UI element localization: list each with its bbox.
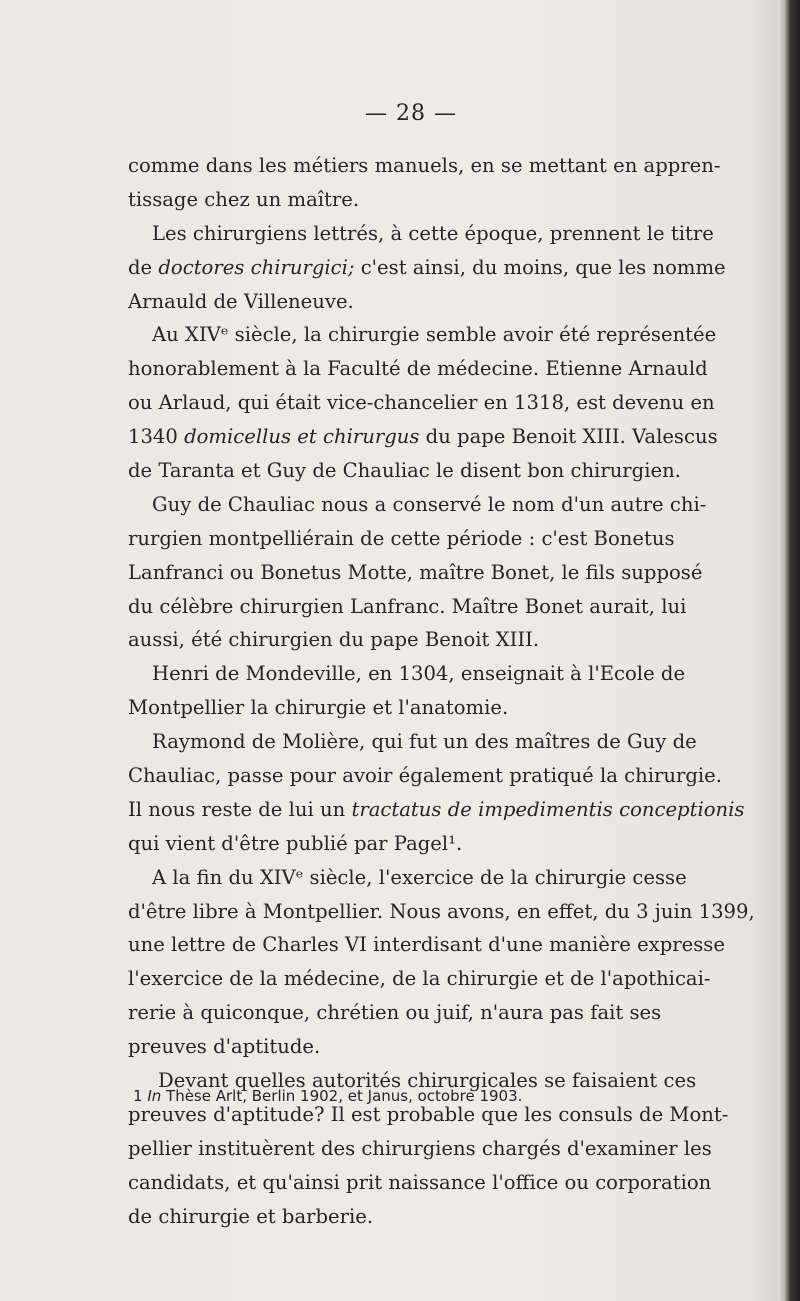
text-line: Raymond de Molière, qui fut un des maîtres de Guy de: [152, 730, 697, 754]
text-line: Chauliac, passe pour avoir également pratiqué la chirurgie.: [128, 764, 722, 788]
text-line: [128, 251, 778, 285]
text-span: Il nous reste de lui un: [128, 797, 352, 821]
text-line: une lettre de Charles VI interdisant d'une manière expresse: [128, 933, 725, 957]
italic-term: domicellus et chirurgus: [184, 425, 420, 449]
text-line: de Taranta et Guy de Chauliac le disent bon chirurgien.: [128, 459, 681, 483]
text-line: de chirurgie et barberie.: [128, 1204, 374, 1228]
footnote: [133, 1087, 773, 1105]
text-line: pellier instituèrent des chirurgiens chargés d'examiner les: [128, 1136, 712, 1160]
text-line: A la fin du XIVᵉ siècle, l'exercice de la chirurgie cesse: [152, 865, 687, 889]
text-line: Lanfranci ou Bonetus Motte, maître Bonet, le fils supposé: [128, 560, 703, 584]
page-edge-shadow: [778, 0, 800, 1301]
text-line: Henri de Mondeville, en 1304, enseignait à l'Ecole de: [152, 662, 686, 686]
text-line: [128, 793, 778, 827]
text-span: du pape Benoit XIII. Valescus: [419, 425, 718, 449]
text-line: Les chirurgiens lettrés, à cette époque, prennent le titre: [152, 221, 714, 245]
italic-term: doctores chirurgici;: [158, 255, 355, 279]
text-line: candidats, et qu'ainsi prit naissance l'office ou corporation: [128, 1170, 712, 1194]
text-line: Arnauld de Villeneuve.: [128, 289, 354, 313]
text-span: de: [128, 255, 159, 279]
text-line: l'exercice de la médecine, de la chirurgie et de l'apothicai-: [128, 967, 711, 991]
text-line: Devant quelles autorités chirurgicales se faisaient ces: [158, 1069, 697, 1093]
text-line: tissage chez un maître.: [128, 187, 360, 211]
text-line: du célèbre chirurgien Lanfranc. Maître Bonet aurait, lui: [128, 594, 687, 618]
text-line: d'être libre à Montpellier. Nous avons, en effet, du 3 juin 1399,: [128, 899, 755, 923]
text-line: Guy de Chauliac nous a conservé le nom d'un autre chi-: [152, 492, 707, 516]
text-line: ou Arlaud, qui était vice-chancelier en 1318, est devenu en: [128, 391, 715, 415]
footnote-in: In: [147, 1087, 162, 1105]
text-line: preuves d'aptitude.: [128, 1035, 321, 1059]
footnote-text: Thèse Arlt, Berlin 1902, et Janus, octobre 1903.: [161, 1087, 523, 1105]
text-line: preuves d'aptitude? Il est probable que les consuls de Mont-: [128, 1102, 729, 1126]
text-line: rurgien montpelliérain de cette période : c'est Bonetus: [128, 526, 675, 550]
text-span: 1340: [128, 425, 185, 449]
text-line: rerie à quiconque, chrétien ou juif, n'aura pas fait ses: [128, 1001, 662, 1025]
text-line: comme dans les métiers manuels, en se mettant en appren-: [128, 154, 721, 177]
text-line: Montpellier la chirurgie et l'anatomie.: [128, 696, 509, 720]
page-number: — 28 —: [365, 101, 457, 126]
text-line: [128, 420, 778, 454]
text-line: honorablement à la Faculté de médecine. Etienne Arnauld: [128, 357, 708, 381]
footnote-marker: 1: [133, 1087, 143, 1105]
text-line: Au XIVᵉ siècle, la chirurgie semble avoir été représentée: [152, 323, 717, 347]
italic-title: tractatus de impedimentis conceptionis: [351, 797, 745, 821]
text-line: qui vient d'être publié par Pagel¹.: [128, 831, 463, 855]
text-line: aussi, été chirurgien du pape Benoit XIII.: [128, 628, 540, 652]
text-span: c'est ainsi, du moins, que les nomme: [354, 255, 726, 279]
page-body-text: [128, 149, 778, 1234]
